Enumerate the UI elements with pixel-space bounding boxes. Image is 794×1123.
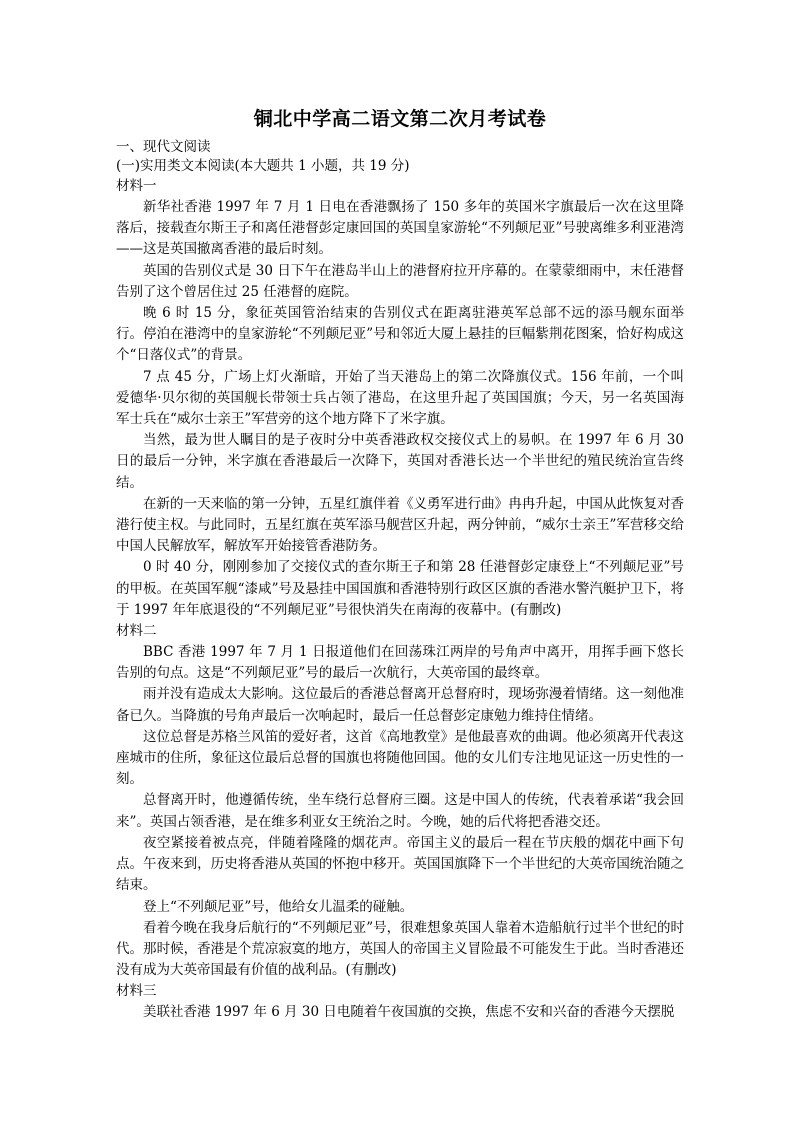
material-two-paragraph: 这位总督是苏格兰风笛的爱好者，这首《高地教堂》是他最喜欢的曲调。他必须离开代表这座城市的住所，象征这位最后总督的国旗也将随他回国。他的女儿们专注地见证这一历史性的一刻。: [116, 728, 684, 788]
material-two-paragraph: 登上“不列颠尼亚”号，他给女儿温柔的碰触。: [143, 898, 414, 915]
material-two-label: 材料二: [116, 623, 157, 640]
material-two-paragraph: BBC 香港 1997 年 7 月 1 日报道他们在回荡珠江两岸的号角声中离开，用挥手画下悠长告别的句点。这是“不列颠尼亚”号的最后一次航行，大英帝国的最终章。: [116, 644, 684, 682]
material-one-paragraph: 在新的一天来临的第一分钟，五星红旗伴着《义勇军进行曲》冉冉升起，中国从此恢复对香港行使主权。与此同时，五星红旗在英军添马舰营区升起，两分钟前，“威尔士亲王”军营移交给中国人民解放军，解放军开始接管香港防务。: [116, 495, 684, 555]
material-two-paragraph: 雨并没有造成太大影响。这位最后的香港总督离开总督府时，现场弥漫着情绪。这一刻他准备已久。当降旗的号角声最后一次响起时，最后一任总督彭定康勉力维持住情绪。: [116, 686, 684, 724]
material-one-paragraph: 当然，最为世人瞩目的是子夜时分中英香港政权交接仪式上的易帜。在 1997 年 6 月 30 日的最后一分钟，米字旗在香港最后一次降下，英国对香港长达一个半世纪的殖民统治宣告终结。: [116, 432, 684, 491]
material-three-paragraph: 美联社香港 1997 年 6 月 30 日电随着午夜国旗的交换，焦虑不安和兴奋的香港今天摆脱: [143, 1004, 675, 1021]
section-heading: 一、现代文阅读: [116, 139, 211, 155]
material-one-paragraph: 英国的告别仪式是 30 日下午在港岛半山上的港督府拉开序幕的。在蒙蒙细雨中，末任港督告别了这个曾居住过 25 任港督的庭院。: [116, 262, 684, 300]
material-one-paragraph: 0 时 40 分，刚刚参加了交接仪式的查尔斯王子和第 28 任港督彭定康登上“不列颠尼亚”号的甲板。在英国军舰“漆咸”号及悬挂中国国旗和香港特别行政区区旗的香港水警汽艇护卫下，将于 1997 年年底退役的“不列颠尼亚”号很快消失在南海的夜幕中。(有删改): [116, 559, 684, 618]
exam-title: 铜北中学高二语文第二次月考试卷: [253, 108, 547, 130]
material-one-paragraph: 晚 6 时 15 分，象征英国管治结束的告别仪式在距离驻港英军总部不远的添马舰东面举行。停泊在港湾中的皇家游轮“不列颠尼亚”号和邻近大厦上悬挂的巨幅紫荆花图案，恰好构成这个“日落仪式”的背景。: [116, 305, 684, 364]
material-two-paragraph: 看着今晚在我身后航行的“不列颠尼亚”号，很难想象英国人靠着木造船航行过半个世纪的时代。那时候，香港是个荒凉寂寞的地方，英国人的帝国主义冒险最不可能发生于此。当时香港还没有成为大英帝国最有价值的战利品。(有删改): [116, 919, 684, 979]
material-two-paragraph: 总督离开时，他遵循传统，坐车绕行总督府三圈。这是中国人的传统，代表着承诺“我会回来”。英国占领香港，是在维多利亚女王统治之时。今晚，她的后代将把香港交还。: [116, 792, 684, 830]
material-one-paragraph: 7 点 45 分，广场上灯火渐暗，开始了当天港岛上的第二次降旗仪式。156 年前，一个叫爱德华·贝尔彻的英国舰长带领士兵占领了港岛，在这里升起了英国国旗；今天，另一名英国海军士兵在“威尔士亲王”军营旁的这个地方降下了米字旗。: [116, 368, 684, 428]
material-three-label: 材料三: [116, 983, 157, 1000]
material-two-paragraph: 夜空紧接着被点亮，伴随着隆隆的烟花声。帝国主义的最后一程在节庆般的烟花中画下句点。午夜来到，历史将香港从英国的怀抱中移开。英国国旗降下一个半世纪的大英帝国统治随之结束。: [116, 834, 684, 894]
material-one-paragraph: 新华社香港 1997 年 7 月 1 日电在香港飘扬了 150 多年的英国米字旗最后一次在这里降落后，接载查尔斯王子和离任港督彭定康回国的英国皇家游轮“不列颠尼亚”号驶离维多利亚港湾——这是英国撤离香港的最后时刻。: [116, 199, 684, 258]
material-one-label: 材料一: [116, 178, 157, 194]
subsection-heading: (一)实用类文本阅读(本大题共 1 小题，共 19 分): [116, 158, 410, 174]
